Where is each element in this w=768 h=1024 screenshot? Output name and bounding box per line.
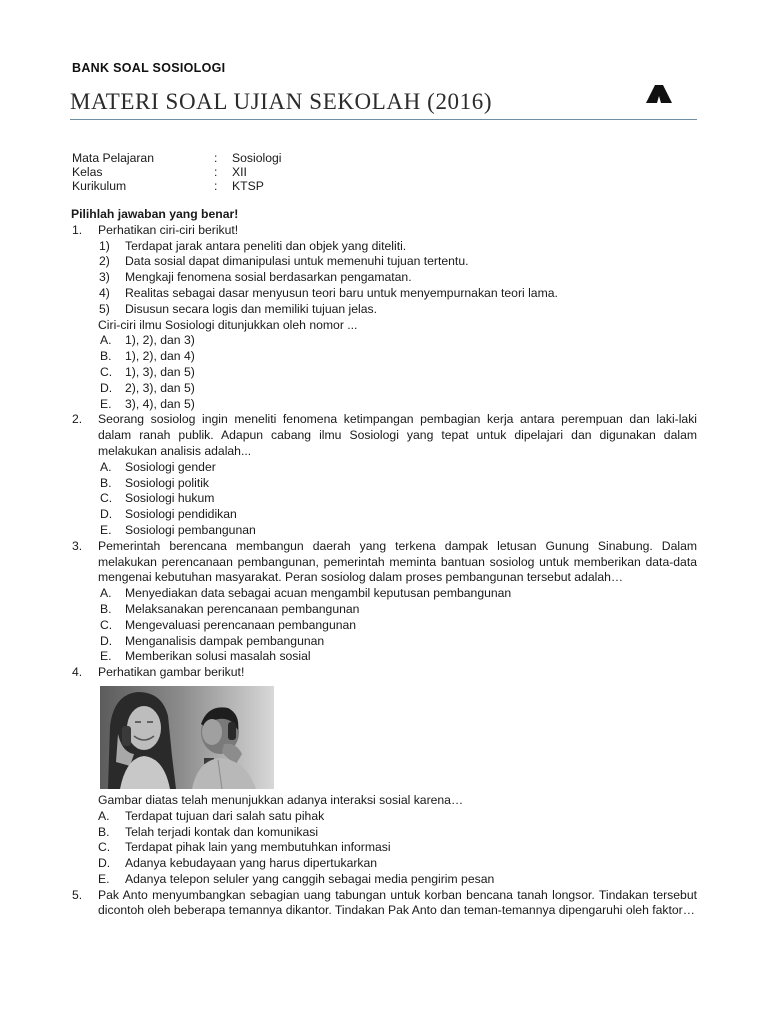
answer-option <box>98 618 697 634</box>
option-text: Melaksanakan perencanaan pembangunan <box>125 601 360 616</box>
option-text: Telah terjadi kontak dan komunikasi <box>125 824 319 839</box>
option-text: Adanya kebudayaan yang harus dipertukarkan <box>125 856 378 871</box>
option-text: Sosiologi gender <box>125 459 216 474</box>
option-letter: E. <box>100 649 112 664</box>
question-text: Pak Anto menyumbangkan sebagian uang tabungan untuk korban bencana tanah longsor. Tindakan tersebut dicontoh oleh beberapa temannya dikantor. Tindakan Pak Anto dan teman-temannya dipengaruhi oleh faktor… <box>98 887 697 918</box>
option-letter: D. <box>100 380 113 395</box>
option-letter: D. <box>100 507 113 522</box>
option-letter: E. <box>98 871 110 886</box>
question-text: Seorang sosiolog ingin meneliti fenomena ketimpangan pembagian kerja antara perempuan dan laki-laki dalam ranah publik. Adapun cabang ilmu Sosiologi yang tepat untuk dipelajari dan digunakan dalam melakukan analisis adalah... <box>98 412 697 458</box>
question-text: Gambar diatas telah menunjukkan adanya interaksi sosial karena… <box>98 792 464 807</box>
question-number: 4. <box>72 665 83 680</box>
answer-option <box>98 809 697 825</box>
info-key: Mata Pelajaran <box>72 151 154 165</box>
question-prompt: Perhatikan ciri-ciri berikut! <box>98 222 239 237</box>
statement-text: Mengkaji fenomena sosial berdasarkan pengamatan. <box>125 270 412 285</box>
question-2 <box>72 412 697 538</box>
answer-option <box>98 586 697 602</box>
statement-text: Data sosial dapat dimanipulasi untuk memenuhi tujuan tertentu. <box>125 254 469 269</box>
statement-item <box>98 302 697 318</box>
answer-option <box>98 365 697 381</box>
statement-number: 1) <box>99 238 110 253</box>
option-text: 1), 2), dan 3) <box>125 333 195 348</box>
option-letter: A. <box>100 333 112 348</box>
statement-number: 2) <box>99 254 110 269</box>
option-letter: A. <box>100 586 112 601</box>
answer-option <box>98 491 697 507</box>
option-letter: E. <box>100 396 112 411</box>
option-text: Sosiologi pembangunan <box>125 522 256 537</box>
option-text: 1), 2), dan 4) <box>125 349 195 364</box>
info-key: Kelas <box>72 165 103 179</box>
question-number: 3. <box>72 538 83 553</box>
statement-item <box>98 239 697 255</box>
info-value: Sosiologi <box>232 151 282 165</box>
question-4 <box>72 665 697 888</box>
option-text: Sosiologi hukum <box>125 491 215 506</box>
question-text: Ciri-ciri ilmu Sosiologi ditunjukkan oleh nomor ... <box>98 317 358 332</box>
option-letter: C. <box>100 617 113 632</box>
document-subtitle: BANK SOAL SOSIOLOGI <box>72 61 226 75</box>
option-text: Menganalisis dampak pembangunan <box>125 633 325 648</box>
answer-option <box>98 476 697 492</box>
option-text: 1), 3), dan 5) <box>125 364 195 379</box>
option-letter: D. <box>100 633 113 648</box>
option-letter: E. <box>100 522 112 537</box>
question-number: 5. <box>72 887 83 902</box>
subject-info <box>72 151 281 193</box>
statement-number: 5) <box>99 301 110 316</box>
answer-option <box>98 523 697 539</box>
answer-option <box>98 634 697 650</box>
answer-option <box>98 856 697 872</box>
questions <box>72 207 697 919</box>
option-text: Mengevaluasi perencanaan pembangunan <box>125 617 357 632</box>
info-value: KTSP <box>232 179 264 193</box>
option-letter: D. <box>98 856 111 871</box>
option-letter: B. <box>100 475 112 490</box>
question-5 <box>72 888 697 920</box>
answer-option <box>98 397 697 413</box>
info-row-curriculum <box>72 179 281 193</box>
statement-text: Terdapat jarak antara peneliti dan objek yang diteliti. <box>125 238 407 253</box>
info-colon: : <box>214 179 218 193</box>
option-text: Memberikan solusi masalah sosial <box>125 649 311 664</box>
info-colon: : <box>214 151 218 165</box>
question-1 <box>72 223 697 413</box>
answer-option <box>98 825 697 841</box>
info-row-subject <box>72 151 281 165</box>
option-letter: A. <box>98 808 110 823</box>
document-title: MATERI SOAL UJIAN SEKOLAH (2016) <box>70 89 493 114</box>
answer-option <box>98 333 697 349</box>
answer-option <box>98 840 697 856</box>
statement-text: Realitas sebagai dasar menyusun teori baru untuk menyempurnakan teori lama. <box>125 285 558 300</box>
answer-option <box>98 872 697 888</box>
option-text: Sosiologi pendidikan <box>125 507 237 522</box>
option-text: Menyediakan data sebagai acuan mengambil keputusan pembangunan <box>125 586 512 601</box>
question-number: 2. <box>72 412 83 427</box>
option-text: 3), 4), dan 5) <box>125 396 195 411</box>
answer-option <box>98 602 697 618</box>
answer-option <box>98 460 697 476</box>
question-3 <box>72 539 697 665</box>
option-letter: C. <box>100 364 113 379</box>
info-value: XII <box>232 165 247 179</box>
answer-option <box>98 507 697 523</box>
info-key: Kurikulum <box>72 179 127 193</box>
phone-conversation-photo <box>100 686 274 789</box>
answer-option <box>98 349 697 365</box>
option-letter: C. <box>98 840 111 855</box>
statement-item <box>98 254 697 270</box>
option-text: Adanya telepon seluler yang canggih sebagai media pengirim pesan <box>125 871 495 886</box>
option-text: Terdapat tujuan dari salah satu pihak <box>125 808 325 823</box>
option-text: 2), 3), dan 5) <box>125 380 195 395</box>
statement-item <box>98 286 697 302</box>
answer-option <box>98 649 697 665</box>
option-letter: A. <box>100 459 112 474</box>
option-letter: C. <box>100 491 113 506</box>
option-text: Terdapat pihak lain yang membutuhkan informasi <box>125 840 391 855</box>
statement-number: 4) <box>99 285 110 300</box>
option-text: Sosiologi politik <box>125 475 210 490</box>
answer-option <box>98 381 697 397</box>
statement-item <box>98 270 697 286</box>
question-number: 1. <box>72 222 83 237</box>
triangle-logo-icon <box>645 84 673 104</box>
option-letter: B. <box>100 349 112 364</box>
option-letter: B. <box>100 601 112 616</box>
option-letter: B. <box>98 824 110 839</box>
question-text: Pemerintah berencana membangun daerah yang terkena dampak letusan Gunung Sinabung. Dalam melakukan perencanaan pembangunan, pemerintah meminta bantuan sosiolog untuk memberikan data-data mengenai kebutuhan masyarakat. Peran sosiolog dalam proses pembangunan tersebut adalah… <box>98 538 697 585</box>
info-colon: : <box>214 165 218 179</box>
question-prompt: Perhatikan gambar berikut! <box>98 665 245 680</box>
header-divider <box>70 119 697 120</box>
statement-number: 3) <box>99 270 110 285</box>
instruction: Pilihlah jawaban yang benar! <box>71 207 239 221</box>
statement-text: Disusun secara logis dan memiliki tujuan jelas. <box>125 301 377 316</box>
info-row-class <box>72 165 281 179</box>
